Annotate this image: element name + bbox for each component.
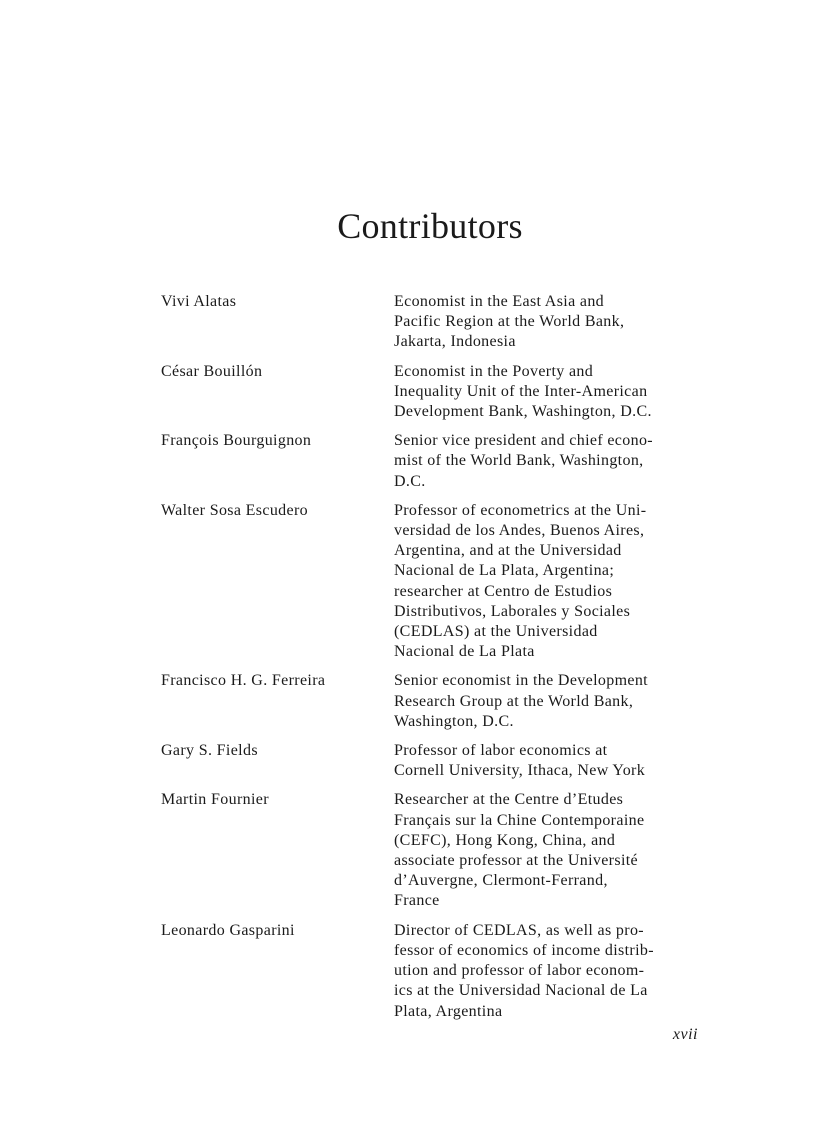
contributor-name: Leonardo Gasparini <box>161 921 295 939</box>
contributor-name: Francisco H. G. Ferreira <box>161 672 326 690</box>
contributor-entry <box>161 362 721 423</box>
contributor-bio: Senior economist in the Development Research Group at the World Bank, Washington, D.C. <box>394 672 648 730</box>
contributor-bio: Director of CEDLAS, as well as pro- fessor of economics of income distrib- ution and professor of labor econom- ics at the Universidad Nacional de La Plata, Argentina <box>394 921 654 1020</box>
contributor-entry <box>161 501 721 663</box>
contributor-bio: Senior vice president and chief econo- mist of the World Bank, Washington, D.C. <box>394 432 653 490</box>
contributor-bio: Researcher at the Centre d’Etudes Français sur la Chine Contemporaine (CEFC), Hong Kong, China, and associate professor at the Université d’Auvergne, Clermont-Ferrand, France <box>394 791 645 910</box>
contributor-name: Vivi Alatas <box>161 293 237 310</box>
contributor-entry <box>161 671 721 732</box>
contributor-entry <box>161 921 721 1022</box>
contributor-name: François Bourguignon <box>161 432 312 450</box>
contributors-list <box>161 292 721 1031</box>
contributor-entry <box>161 790 721 911</box>
contributor-bio: Professor of labor economics at Cornell University, Ithaca, New York <box>394 742 646 780</box>
contributor-bio: Economist in the East Asia and Pacific Region at the World Bank, Jakarta, Indonesia <box>394 293 625 351</box>
page-number: xvii <box>672 1026 698 1043</box>
contributor-name: César Bouillón <box>161 362 263 380</box>
page-title: Contributors <box>337 206 523 246</box>
contributor-name: Martin Fournier <box>161 791 269 809</box>
contributor-name: Gary S. Fields <box>161 742 258 760</box>
contributor-entry <box>161 292 721 353</box>
contributor-entry <box>161 741 721 781</box>
contributor-bio: Professor of econometrics at the Uni- versidad de los Andes, Buenos Aires, Argentina, and at the Universidad Nacional de La Plata, Argentina; researcher at Centro de Estudios Distributivos, Laborales y Sociales (CEDLAS) at the Universidad Nacional de La Plata <box>394 501 647 661</box>
contributor-entry <box>161 431 721 492</box>
contributor-name: Walter Sosa Escudero <box>161 501 308 519</box>
contributor-bio: Economist in the Poverty and Inequality Unit of the Inter-American Development Bank, Washington, D.C. <box>394 362 652 421</box>
